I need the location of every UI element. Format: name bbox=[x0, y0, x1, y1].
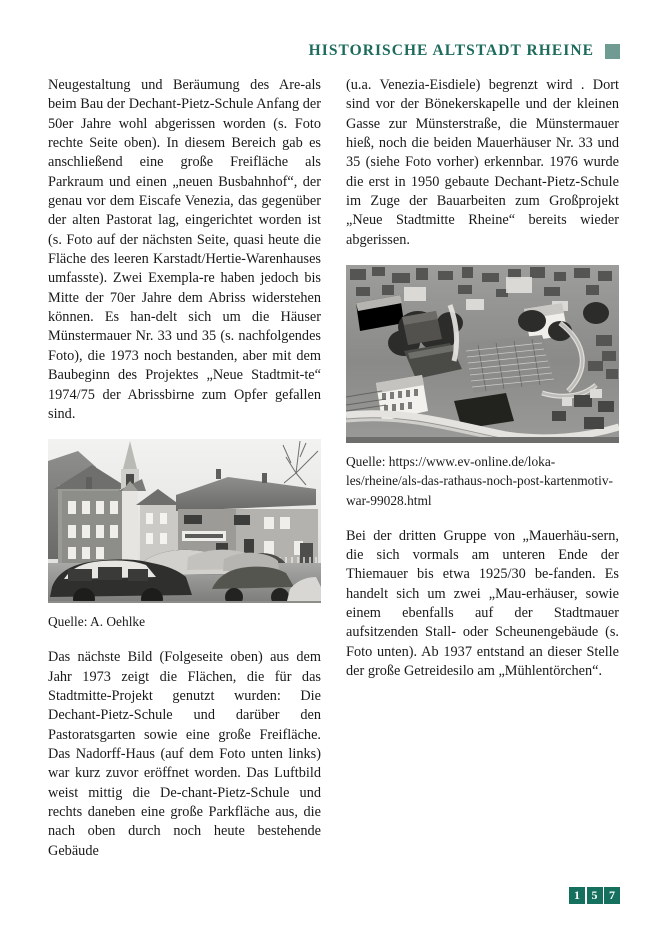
aerial-photo bbox=[346, 265, 619, 443]
aerial-photo-caption: Quelle: https://www.ev-online.de/loka-les/rheine/als-das-rathaus-noch-post-kartenmotiv-war-99028.html bbox=[346, 454, 613, 508]
street-photo bbox=[48, 439, 321, 603]
page-number bbox=[569, 887, 620, 904]
article-columns bbox=[48, 76, 620, 861]
page-number-digit: 5 bbox=[587, 887, 603, 904]
aerial-photo-graphic bbox=[346, 265, 619, 443]
right-paragraph-1: (u.a. Venezia-Eisdiele) begrenzt wird . Dort sind vor der Bönekerskapelle und der kleinen Gasse zur Münsterstraße, die Münstermauer hieß, noch die beiden Mauerhäuser Nr. 33 und 35 (siehe Foto vorher) erkennbar. 1976 wurde die erst in 1950 gebaute Dechant-Pietz-Schule im Zuge der Bauarbeiten zum Großprojekt „Neue Stadtmitte Rheine“ bereits wieder abgerissen. bbox=[346, 77, 619, 248]
page-header bbox=[48, 38, 620, 64]
page-title: HISTORISCHE ALTSTADT RHEINE bbox=[308, 42, 594, 59]
right-paragraph-2: Bei der dritten Gruppe von „Mauerhäu-sern, die sich vormals am unteren Ende der Thiemauer bis etwa 1925/30 be-fanden. Es handelt sich um zwei „Mau-erhäuser, sowie einem ebenfalls auf der Stadtmauer aufsitzenden Stall- oder Scheunengebäude (s. Foto unten). Ab 1937 entstand an dieser Stelle der große Getreidesilo am „Mühlentörchen“. bbox=[346, 527, 619, 680]
street-photo-caption: Quelle: A. Oehlke bbox=[48, 614, 146, 630]
right-column bbox=[346, 76, 619, 861]
left-paragraph-1: Neugestaltung und Beräumung des Are-als beim Bau der Dechant-Pietz-Schule Anfang der 50er Jahre wohl abgerissen worden (s. Foto rechte Seite oben). In diesem Bereich gab es anschließend eine große Freifläche als Parkraum und einen „neuen Busbahnhof“, der genau vor dem Eiscafe Venezia, das gegenüber der alten Pastorat lag, eingerichtet worden ist (s. Foto auf der nächsten Seite, quasi heute die Fläche des leeren Karstadt/Hertie-Warenhauses umfasste). Zwei Exempla-re haben jedoch bis Mitte der 70er Jahre dem Abriss widerstehen können. Es han-delt sich um die Häuser Münstermauer Nr. 33 und 35 (s. nachfolgendes Foto), die 1973 noch bestanden, aber mit dem Baubeginn des Projektes „Neue Stadtmit-te“ 1974/75 der Abrissbirne zum Opfer gefallen sind. bbox=[48, 77, 321, 422]
left-paragraph-2: Das nächste Bild (Folgeseite oben) aus dem Jahr 1973 zeigt die Flächen, die für das Stadtmitte-Projekt genutzt wurden: Die Dechant-Pietz-Schule und darüber den Pastoratsgarten sowie eine große Freifläche. Das Nadorff-Haus (auf dem Foto unten links) war kurz zuvor eröffnet worden. Das Luftbild weist mittig die De-chant-Pietz-Schule und rechts daneben eine große Parkfläche aus, die nach oben durch noch heute bestehende Gebäude bbox=[48, 649, 321, 859]
header-square-icon bbox=[605, 44, 620, 59]
page-number-digit: 1 bbox=[569, 887, 585, 904]
page-number-digit: 7 bbox=[604, 887, 620, 904]
left-column bbox=[48, 76, 321, 861]
street-photo-graphic bbox=[48, 439, 321, 603]
